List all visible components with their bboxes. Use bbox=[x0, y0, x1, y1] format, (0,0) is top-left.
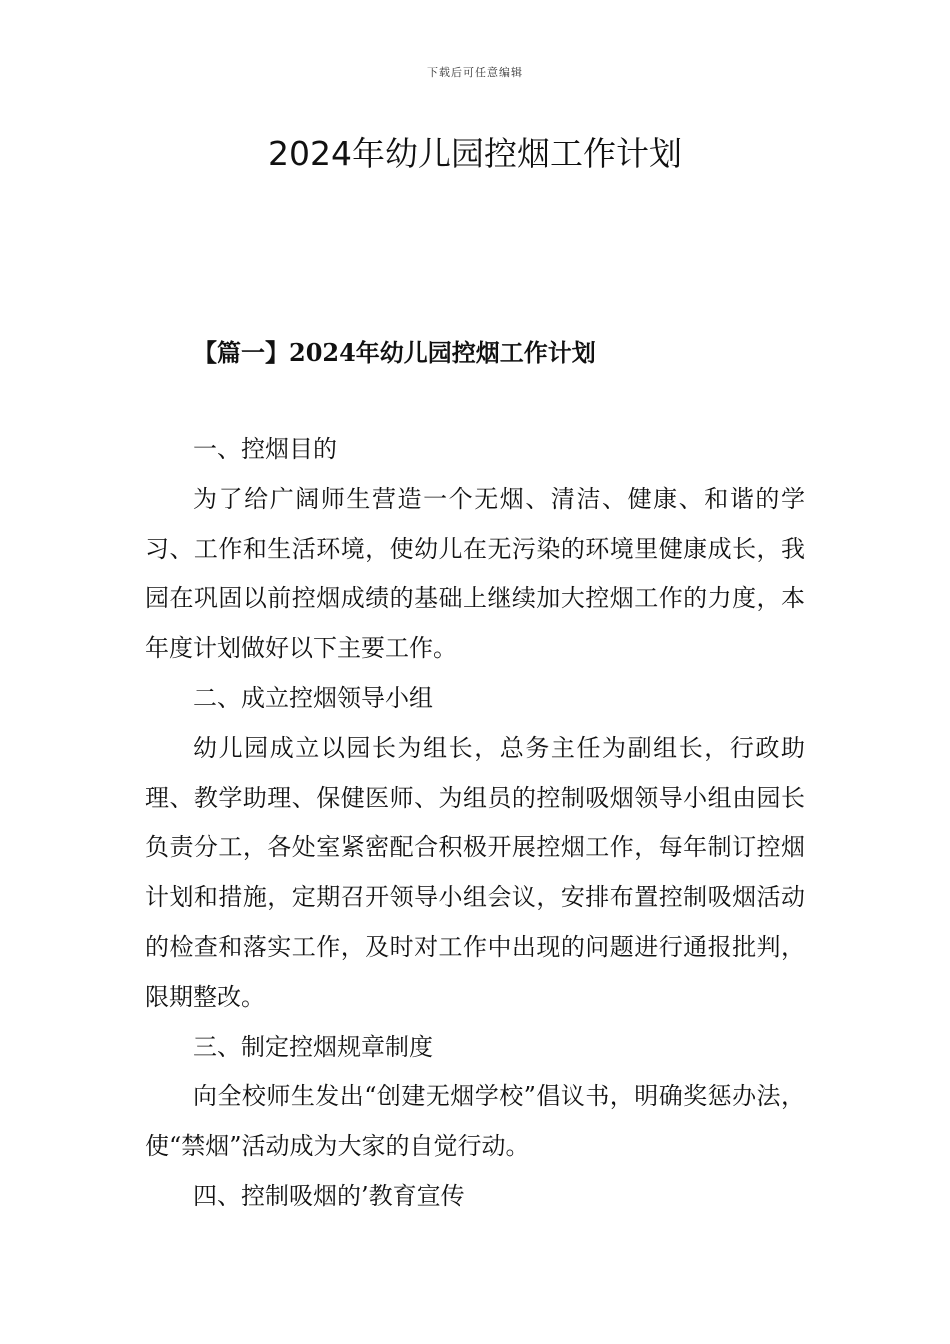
section-heading-3: 三、制定控烟规章制度 bbox=[193, 1032, 433, 1061]
section-paragraph-1: 为了给广阔师生营造一个无烟、清洁、健康、和谐的学习、工作和生活环境，使幼儿在无污染的环境里健康成长，我园在巩固以前控烟成绩的基础上继续加大控烟工作的力度，本年度计划做好以下主要工作。 bbox=[145, 484, 805, 663]
section-paragraph-2: 幼儿园成立以园长为组长，总务主任为副组长，行政助理、教学助理、保健医师、为组员的控制吸烟领导小组由园长负责分工，各处室紧密配合积极开展控烟工作，每年制订控烟计划和措施，定期召开领导小组会议，安排布置控制吸烟活动的检查和落实工作，及时对工作中出现的问题进行通报批判，限期整改。 bbox=[145, 733, 805, 1011]
section-paragraph-3: 向全校师生发出“创建无烟学校”倡议书，明确奖惩办法，使“禁烟”活动成为大家的自觉行动。 bbox=[145, 1082, 805, 1161]
header-note: 下载后可任意编辑 bbox=[427, 66, 523, 79]
document-title: 2024年幼儿园控烟工作计划 bbox=[268, 134, 682, 173]
part-heading: 【篇一】2024年幼儿园控烟工作计划 bbox=[193, 338, 596, 367]
section-heading-4: 四、控制吸烟的’教育宣传 bbox=[193, 1181, 465, 1210]
section-heading-2: 二、成立控烟领导小组 bbox=[193, 683, 433, 712]
section-heading-1: 一、控烟目的 bbox=[193, 435, 337, 463]
document-body bbox=[145, 425, 805, 1222]
